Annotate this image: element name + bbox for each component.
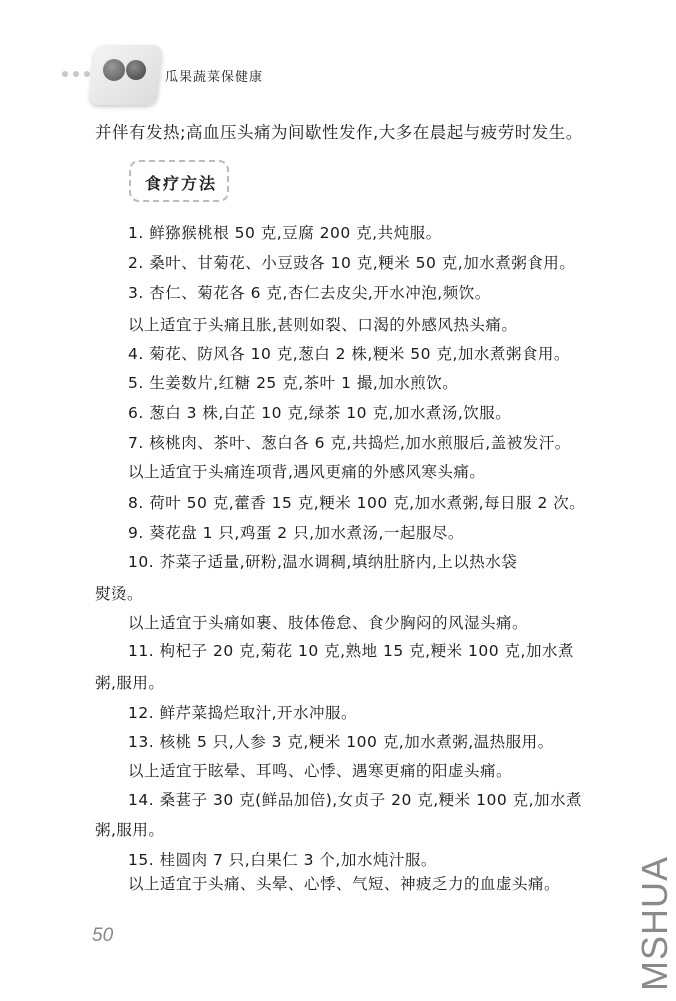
recipe-line: 熨烫。	[95, 585, 144, 603]
recipe-line: 10. 芥菜子适量,研粉,温水调稠,填纳肚脐内,上以热水袋	[128, 553, 518, 571]
section-heading-text: 食疗方法	[145, 174, 218, 193]
page-number: 50	[92, 925, 114, 946]
recipe-line: 6. 葱白 3 株,白芷 10 克,绿茶 10 克,加水煮汤,饮服。	[128, 404, 512, 422]
fruit-image	[103, 59, 125, 81]
recipe-line: 7. 核桃肉、茶叶、葱白各 6 克,共捣烂,加水煎服后,盖被发汗。	[128, 434, 571, 452]
intro-text: 并伴有发热;高血压头痛为间歇性发作,大多在晨起与疲劳时发生。	[95, 123, 583, 142]
summary-line: 以上适宜于头痛、头晕、心悸、气短、神疲乏力的血虚头痛。	[128, 875, 561, 894]
running-header-title: 瓜果蔬菜保健康	[165, 70, 264, 85]
recipe-line: 15. 桂圆肉 7 只,白果仁 3 个,加水炖汁服。	[128, 851, 437, 869]
recipe-line: 1. 鲜猕猴桃根 50 克,豆腐 200 克,共炖服。	[128, 224, 442, 242]
recipe-line: 粥,服用。	[95, 821, 165, 839]
recipe-line: 9. 葵花盘 1 只,鸡蛋 2 只,加水煮汤,一起服尽。	[128, 524, 464, 542]
recipe-line: 14. 桑葚子 30 克(鲜品加倍),女贞子 20 克,粳米 100 克,加水煮	[128, 791, 583, 809]
recipe-line: 3. 杏仁、菊花各 6 克,杏仁去皮尖,开水冲泡,频饮。	[128, 284, 491, 302]
summary-line: 以上适宜于眩晕、耳鸣、心悸、遇寒更痛的阳虚头痛。	[128, 762, 513, 780]
summary-line: 以上适宜于头痛如裹、肢体倦怠、食少胸闷的风湿头痛。	[128, 614, 529, 632]
recipe-line: 5. 生姜数片,红糖 25 克,茶叶 1 撮,加水煎饮。	[128, 374, 459, 392]
summary-line: 以上适宜于头痛连项背,遇风更痛的外感风寒头痛。	[128, 463, 486, 481]
watermark: MSHUA	[634, 855, 675, 991]
recipe-line: 12. 鲜芹菜捣烂取汁,开水冲服。	[128, 704, 358, 722]
recipe-line: 粥,服用。	[95, 674, 165, 692]
fruit-plate-image	[89, 45, 163, 105]
header-dots	[62, 71, 90, 77]
recipe-line: 8. 荷叶 50 克,藿香 15 克,粳米 100 克,加水煮粥,每日服 2 次。	[128, 494, 586, 512]
recipe-line: 2. 桑叶、甘菊花、小豆豉各 10 克,粳米 50 克,加水煮粥食用。	[128, 254, 576, 272]
fruit-image	[126, 60, 146, 80]
recipe-line: 4. 菊花、防风各 10 克,葱白 2 株,粳米 50 克,加水煮粥食用。	[128, 345, 570, 363]
recipe-line: 11. 枸杞子 20 克,菊花 10 克,熟地 15 克,粳米 100 克,加水煮	[128, 642, 574, 660]
summary-line: 以上适宜于头痛且胀,甚则如裂、口渴的外感风热头痛。	[128, 316, 518, 334]
recipe-line: 13. 核桃 5 只,人参 3 克,粳米 100 克,加水煮粥,温热服用。	[128, 733, 554, 751]
section-heading	[129, 160, 229, 202]
